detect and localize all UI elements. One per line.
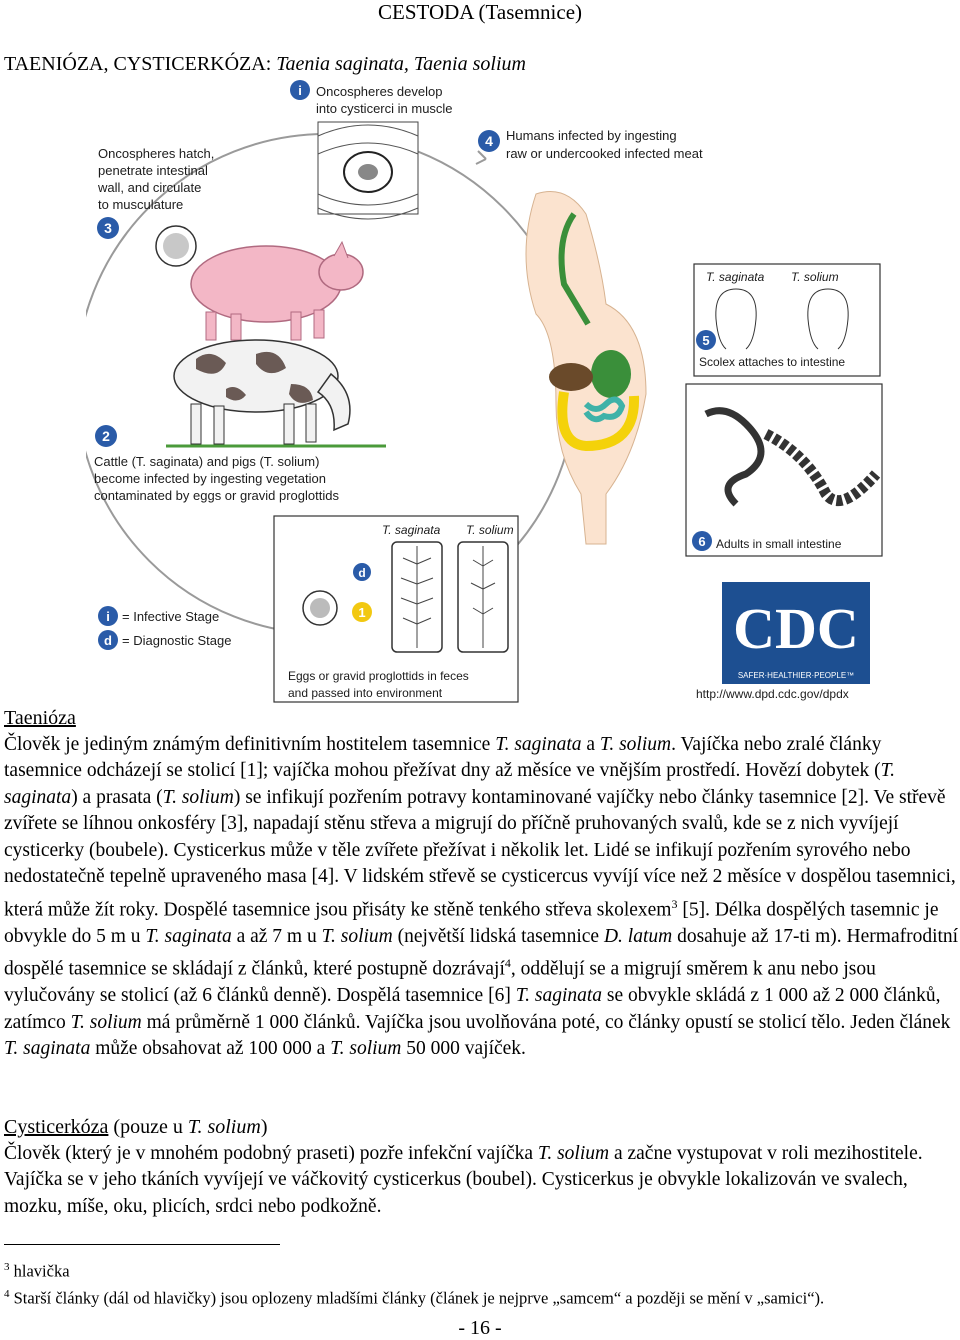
badge-2-label: 2 [102, 428, 110, 444]
taenioza-paragraph-run: ) a prasata ( [71, 786, 163, 808]
taenioza-paragraph-run: T. solium [321, 925, 393, 947]
taenioza-paragraph-run: T. saginata [145, 925, 232, 947]
step-3-caption-4: to musculature [98, 197, 184, 212]
step-5-caption: Scolex attaches to intestine [699, 355, 846, 369]
taenioza-paragraph [4, 732, 959, 1063]
cysticerkoza-heading-c: ) [260, 1116, 268, 1138]
step-i-caption-2: into cysticerci in muscle [316, 101, 453, 116]
taenioza-paragraph-run: ) se infikují pozřením potravy kontaminované vajíčky nebo články tasemnice [2]. Ve střevě zvířete se líhnou onkosféry [3], napadají stěnu střeva a migrují do příčně pruhovaných svalů, kde se z nich vyvíjejí cysticerky (boubele). Cysticerkus může v těle zvířete přežívat i několik let. Lidé se infikují pozřením syrového nebo nedostatečně tepelně upraveného masa [4]. V lidském střevě se cysticercus vyvíjí více než 2 měsíce v dospělou tasemnici, která může žít roky. Dospělé tasemnice jsou přisáty ke stěně tenkého střeva skolexem [4, 786, 956, 920]
footnote-3 [4, 1256, 959, 1283]
step-5-panel [694, 264, 880, 376]
badge-d-label: d [358, 566, 366, 580]
step-6-caption: Adults in small intestine [716, 537, 842, 551]
subtitle-lead: TAENIÓZA, CYSTICERKÓZA: [4, 53, 277, 75]
cysticerkoza-heading-species: T. solium [187, 1116, 261, 1138]
footnotes [4, 1256, 959, 1309]
cdc-tagline: SAFER·HEALTHIER·PEOPLE™ [737, 671, 855, 680]
taenioza-paragraph-run: 4 [504, 956, 511, 970]
step-1-label-solium: T. solium [466, 523, 514, 537]
page-header: CESTODA (Tasemnice) [377, 0, 583, 24]
pig-illustration [191, 242, 363, 340]
step-2-caption-2: become infected by ingesting vegetation [94, 471, 326, 486]
step-4-caption-2: raw or undercooked infected meat [506, 146, 703, 161]
taenioza-section [4, 705, 959, 1063]
step-2-caption-3: contaminated by eggs or gravid proglottids [94, 488, 339, 503]
step-1-label-saginata: T. saginata [382, 523, 441, 537]
taenioza-paragraph-run: T. solium [330, 1038, 402, 1059]
step-i-caption-1: Oncospheres develop [316, 84, 443, 99]
cysticerkoza-paragraph [4, 1141, 959, 1221]
taenioza-paragraph-run: 50 000 vajíček. [401, 1038, 526, 1059]
taenioza-paragraph-run: dosahuje až 17-ti m). Hermafroditní dospělé tasemnice se skládají z článků, které postupně dozrávají [4, 925, 959, 980]
step-6-panel [686, 384, 882, 556]
step-3 [97, 146, 214, 266]
badge-1-label: 1 [358, 605, 366, 620]
page-number: - 16 - [458, 1317, 502, 1339]
taenioza-paragraph-run: T. saginata [495, 733, 582, 755]
cdc-logo [696, 582, 870, 701]
step-4 [478, 128, 703, 161]
footnote-4-number: 4 [4, 1287, 10, 1300]
taenioza-paragraph-run: a [581, 733, 600, 755]
taenioza-paragraph-run: (největší lidská tasemnice [392, 925, 604, 947]
badge-6-label: 6 [698, 534, 706, 549]
footnote-3-text: hlavička [9, 1261, 70, 1281]
step-3-caption-2: penetrate intestinal [98, 163, 208, 178]
cycle-arrowhead [476, 151, 486, 164]
step-4-caption-1: Humans infected by ingesting [506, 128, 677, 143]
cysticerkoza-section [4, 1114, 959, 1220]
taenioza-paragraph-run: T. solium [599, 733, 672, 755]
taenioza-paragraph-run: má průměrně 1 000 článků. Vajíčka jsou uvolňována poté, co články opustí se stolicí tělo. Jeden článek [141, 1011, 951, 1033]
cysticercus-muscle-illustration [318, 122, 418, 219]
cysticerkoza-paragraph-run: a začne vystupovat v roli mezihostitele. Vajíčka se v jeho tkáních vyvíjejí ve váčkovitý cysticerkus (boubel). Cysticerkus je obvykle lokalizován ve svalech, mozku, míše, oku, plicích, srdci nebo podkožně. [4, 1142, 923, 1217]
footnote-4-text: Starší články (dál od hlavičky) jsou oplozeny mladšími články (článek je nejprve „samcem“ a později se mění v „samici“). [9, 1288, 825, 1307]
step-2-caption-1: Cattle (T. saginata) and pigs (T. solium) [94, 454, 320, 469]
cysticerkoza-heading-title: Cysticerkóza [4, 1116, 109, 1138]
taenioza-paragraph-run: , oddělují se a migrují směrem k anu nebo jsou vylučovány se stolicí (až 6 článků denně). Dospělá tasemnice [6] [4, 958, 876, 1006]
taenioza-paragraph-run: T. solium [70, 1011, 142, 1033]
taenioza-paragraph-run: Člověk je jediným známým definitivním hostitelem tasemnice [4, 733, 496, 755]
human-digestive-illustration [526, 192, 646, 545]
taenioza-paragraph-run: se obvykle skládá z 1 000 až 2 000 článků, zatímco [4, 985, 941, 1033]
cysticerkoza-paragraph-run: T. solium [537, 1142, 610, 1164]
legend-badge-i: i [106, 609, 110, 624]
life-cycle-figure [86, 74, 886, 704]
step-3-caption-3: wall, and circulate [98, 180, 202, 195]
legend-infective: = Infective Stage [122, 609, 220, 624]
taenioza-paragraph-run: T. saginata [515, 985, 603, 1006]
footnote-4 [4, 1283, 959, 1310]
footnote-3-number: 3 [4, 1261, 10, 1273]
taenioza-paragraph-run: D. latum [603, 925, 673, 947]
step-5-label-solium: T. solium [791, 270, 839, 284]
cysticerkoza-heading [4, 1114, 959, 1141]
step-i [290, 80, 453, 116]
section-subtitle [4, 52, 526, 76]
figure-legend [98, 606, 231, 650]
step-5-label-saginata: T. saginata [706, 270, 765, 284]
taenioza-paragraph-run: může obsahovat až 100 000 a [90, 1038, 331, 1059]
taenioza-paragraph-run: T. solium [162, 786, 234, 808]
badge-i-label: i [298, 83, 302, 98]
step-1-caption-2: and passed into environment [288, 686, 443, 700]
taenioza-heading: Taenióza [4, 707, 76, 729]
taenioza-paragraph-run: . Vajíčka nebo zralé články tasemnice odcházejí se stolicí [1]; vajíčka mohou přežívat dny až měsíce ve vnějším prostředí. Hovězí dobytek ( [4, 733, 882, 781]
badge-4-label: 4 [485, 133, 493, 149]
cow-illustration [166, 340, 386, 446]
cdc-url: http://www.dpd.cdc.gov/dpdx [696, 687, 849, 701]
footnote-rule [4, 1244, 280, 1245]
cdc-logo-text: CDC [733, 596, 859, 661]
taenioza-paragraph-run: a až 7 m u [231, 925, 322, 947]
taenioza-paragraph-run: T. saginata [4, 1038, 91, 1059]
subtitle-species: Taenia saginata, Taenia solium [276, 53, 526, 75]
legend-badge-d: d [104, 633, 112, 648]
badge-5-label: 5 [702, 333, 710, 348]
cysticerkoza-paragraph-run: Člověk (který je v mnohém podobný praseti) pozře infekční vajíčka [4, 1142, 538, 1164]
legend-diagnostic: = Diagnostic Stage [122, 633, 232, 648]
cysticerkoza-heading-a: (pouze u [108, 1116, 188, 1138]
step-3-caption-1: Oncospheres hatch, [98, 146, 215, 161]
taenioza-paragraph-run: 3 [671, 896, 678, 911]
step-1-caption-1: Eggs or gravid proglottids in feces [288, 669, 469, 683]
badge-3-label: 3 [104, 220, 112, 236]
taenioza-paragraph-run: T. saginata [4, 760, 895, 808]
step-1-panel [274, 516, 518, 702]
taenioza-paragraph-run: [5]. Délka dospělých tasemnic je obvykle do 5 m u [4, 899, 939, 947]
